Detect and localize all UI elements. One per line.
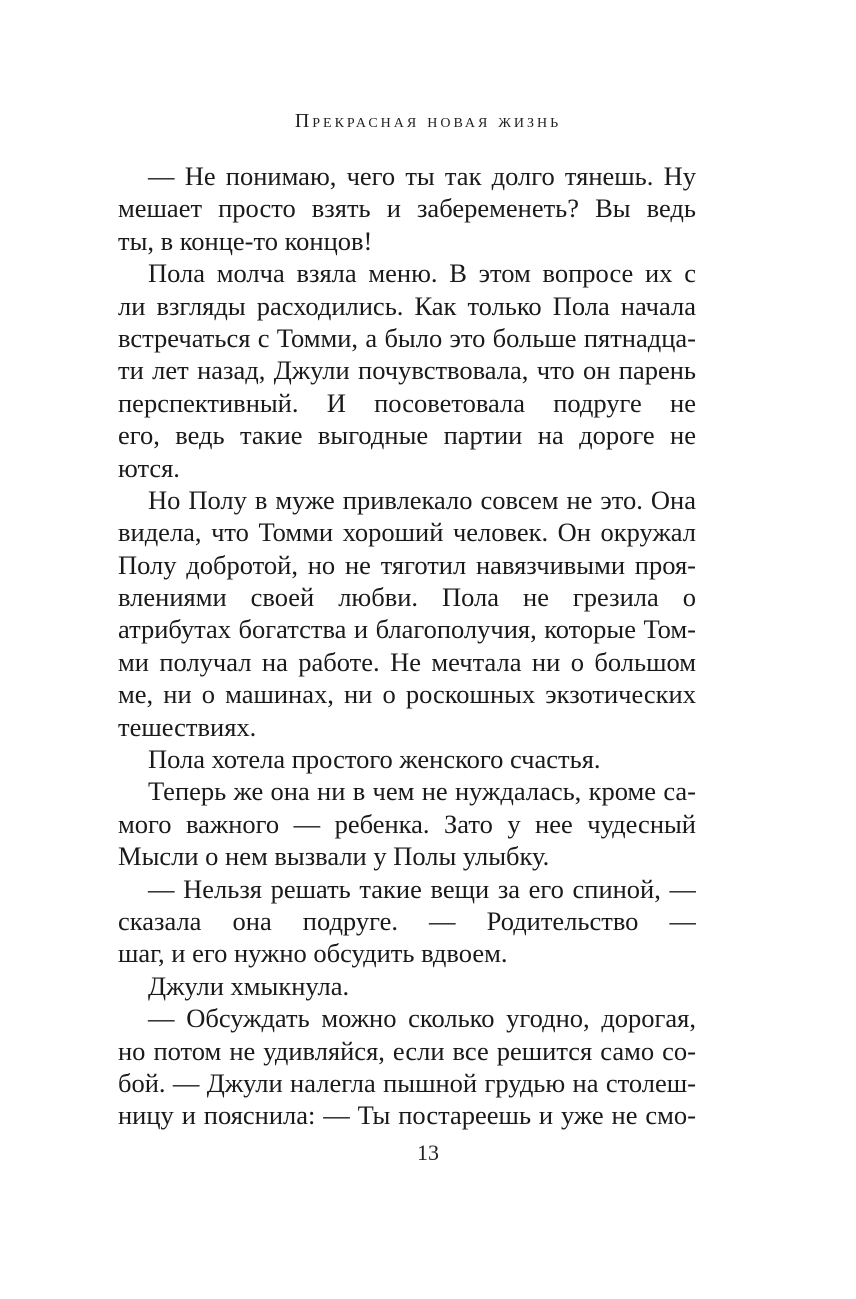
text-line: бой. — Джули налегла пышной грудью на столеш- (118, 1067, 696, 1098)
text-line: сказала она подруге. — Родительство — (118, 905, 696, 936)
text-line: ницу и пояснила: — Ты постареешь и уже не смо- (118, 1100, 696, 1131)
text-line: ются. (118, 452, 180, 483)
body-text (118, 160, 696, 1132)
text-line: шаг, и его нужно обсудить вдвоем. (118, 938, 508, 969)
text-line: Теперь же она ни в чем не нуждалась, кроме са- (148, 776, 696, 807)
text-line: Пола хотела простого женского счастья. (148, 744, 601, 775)
text-line: Пола молча взяла меню. В этом вопросе их с (148, 258, 696, 289)
page-number: 13 (417, 1140, 439, 1165)
text-line: — Не понимаю, чего ты так долго тянешь. Ну (148, 161, 696, 191)
text-line: ты, в конце-то концов! (118, 225, 373, 256)
text-line: его, ведь такие выгодные партии на дороге не (118, 420, 696, 451)
text-line: — Нельзя решать такие вещи за его спиной, — (148, 873, 696, 904)
text-line: влениями своей любви. Пола не грезила о (118, 582, 696, 613)
text-line: перспективный. И посоветовала подруге не (118, 387, 696, 418)
text-line: Полу добротой, но не тяготил навязчивыми проя- (118, 549, 696, 580)
text-line: ми получал на работе. Не мечтала ни о большом (118, 646, 696, 677)
text-line: но потом не удивляйся, если все решится само со- (118, 1035, 696, 1066)
text-line: встречаться с Томми, а было это больше пятнадца- (118, 322, 696, 353)
text-line: Но Полу в муже привлекало совсем не это. Она (148, 484, 696, 515)
text-line: ме, ни о машинах, ни о роскошных экзотических (118, 679, 696, 710)
text-line: Джули хмыкнула. (148, 970, 350, 1001)
text-line: атрибутах богатства и благополучия, которые Том- (118, 614, 696, 645)
text-line: видела, что Томми хороший человек. Он окружал (118, 517, 696, 548)
running-head: Прекрасная новая жизнь (294, 110, 562, 132)
text-line: ли взгляды расходились. Как только Пола начала (118, 290, 696, 321)
text-line: — Обсуждать можно сколько угодно, дорогая, (148, 1003, 696, 1034)
text-line: ти лет назад, Джули почувствовала, что он парень (118, 355, 696, 386)
text-line: мешает просто взять и забеременеть? Вы ведь (118, 193, 696, 224)
text-line: Мысли о нем вызвали у Полы улыбку. (118, 841, 550, 872)
text-line: тешествиях. (118, 711, 257, 742)
text-line: мого важного — ребенка. Зато у нее чудесный (118, 808, 696, 839)
